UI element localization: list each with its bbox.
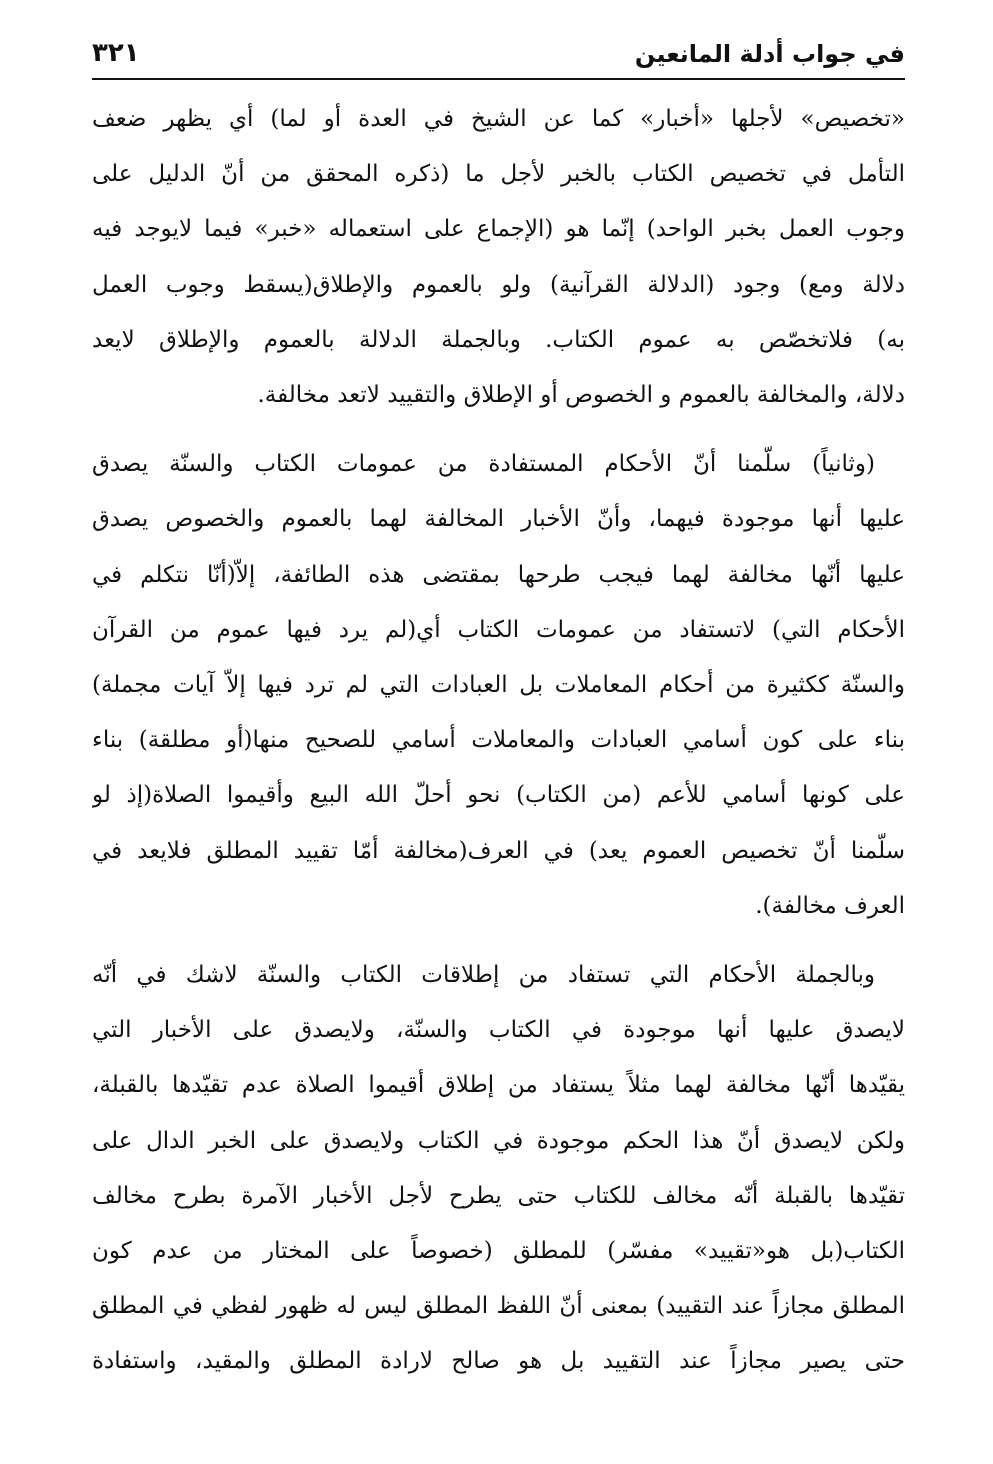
running-title: في جواب أدلة المانعين	[634, 40, 905, 68]
text-line: عليها أنها موجودة فيهما، وأنّ الأخبار المخالفة لهما بالعموم والخصوص يصدق	[92, 506, 905, 533]
text-line: حتى يصير مجازاً عند التقييد بل هو صالح لارادة المطلق والمقيد، واستفادة	[92, 1348, 905, 1375]
page-number: ٣٢١	[92, 38, 140, 68]
text-line: يقيّدها أنّها مخالفة لهما مثلاً يستفاد من إطلاق أقيموا الصلاة عدم تقيّدها بالقبلة،	[92, 1072, 905, 1099]
text-line: وجوب العمل بخبر الواحد) إنّما هو (الإجماع على استعماله «خبر» فيما لايوجد فيه	[92, 216, 905, 243]
text-line: الأحكام التي) لاتستفاد من عمومات الكتاب أي(لم يرد فيها عموم من القرآن	[92, 616, 905, 643]
paragraph-1	[92, 92, 905, 423]
text-line: «تخصيص» لأجلها «أخبار» كما عن الشيخ في العدة أو لما) أي يظهر ضعف	[92, 106, 905, 132]
text-line: العرف مخالفة).	[755, 892, 905, 919]
text-line: به) فلاتخصّص به عموم الكتاب. وبالجملة الدلالة بالعموم والإطلاق لايعد	[92, 326, 905, 353]
text-line: سلّمنا أنّ تخصيص العموم يعد) في العرف(مخالفة أمّا تقييد المطلق فلايعد في	[92, 837, 905, 864]
text-line: بناء على كون أسامي العبادات والمعاملات أسامي للصحيح منها(أو مطلقة) بناء	[92, 727, 905, 754]
paragraph-2	[92, 437, 905, 934]
text-line: وبالجملة الأحكام التي تستفاد من إطلاقات الكتاب والسنّة لاشك في أنّه	[92, 962, 875, 989]
text-line: عليها أنّها مخالفة لهما فيجب طرحها بمقتضى هذه الطائفة، إلاّ(أنّا نتكلم في	[92, 561, 905, 588]
text-line: (وثانياً) سلّمنا أنّ الأحكام المستفادة من عمومات الكتاب والسنّة يصدق	[92, 451, 875, 478]
header-divider	[92, 78, 905, 80]
text-line: تقيّدها بالقبلة أنّه مخالف للكتاب حتى يطرح لأجل الأخبار الآمرة بطرح مخالف	[92, 1182, 905, 1209]
text-line: ولكن لايصدق أنّ هذا الحكم موجودة في الكتاب ولايصدق على الخبر الدال على	[92, 1127, 905, 1154]
text-line: المطلق مجازاً عند التقييد) بمعنى أنّ اللفظ المطلق ليس له ظهور لفظي في المطلق	[92, 1293, 905, 1320]
text-line: التأمل في تخصيص الكتاب بالخبر لأجل ما (ذكره المحقق من أنّ الدليل على	[92, 161, 905, 188]
paragraph-3	[92, 948, 905, 1390]
text-line: دلالة، والمخالفة بالعموم و الخصوص أو الإطلاق والتقييد لاتعد مخالفة.	[257, 382, 905, 409]
text-line: والسنّة ككثيرة من أحكام المعاملات بل العبادات التي لم ترد فيها إلاّ آيات مجملة)	[92, 672, 905, 699]
text-line: على كونها أسامي للأعم (من الكتاب) نحو أحلّ الله البيع وأقيموا الصلاة(إذ لو	[92, 782, 905, 809]
body-text	[92, 92, 905, 1390]
text-line: الكتاب(بل هو«تقييد» مفسّر) للمطلق (خصوصاً على المختار من عدم كون	[92, 1238, 905, 1265]
text-line: دلالة ومع) وجود (الدلالة القرآنية) ولو بالعموم والإطلاق(يسقط وجوب العمل	[92, 271, 905, 298]
text-line: لايصدق عليها أنها موجودة في الكتاب والسنّة، ولايصدق على الأخبار التي	[92, 1017, 905, 1044]
page-header	[92, 34, 905, 78]
